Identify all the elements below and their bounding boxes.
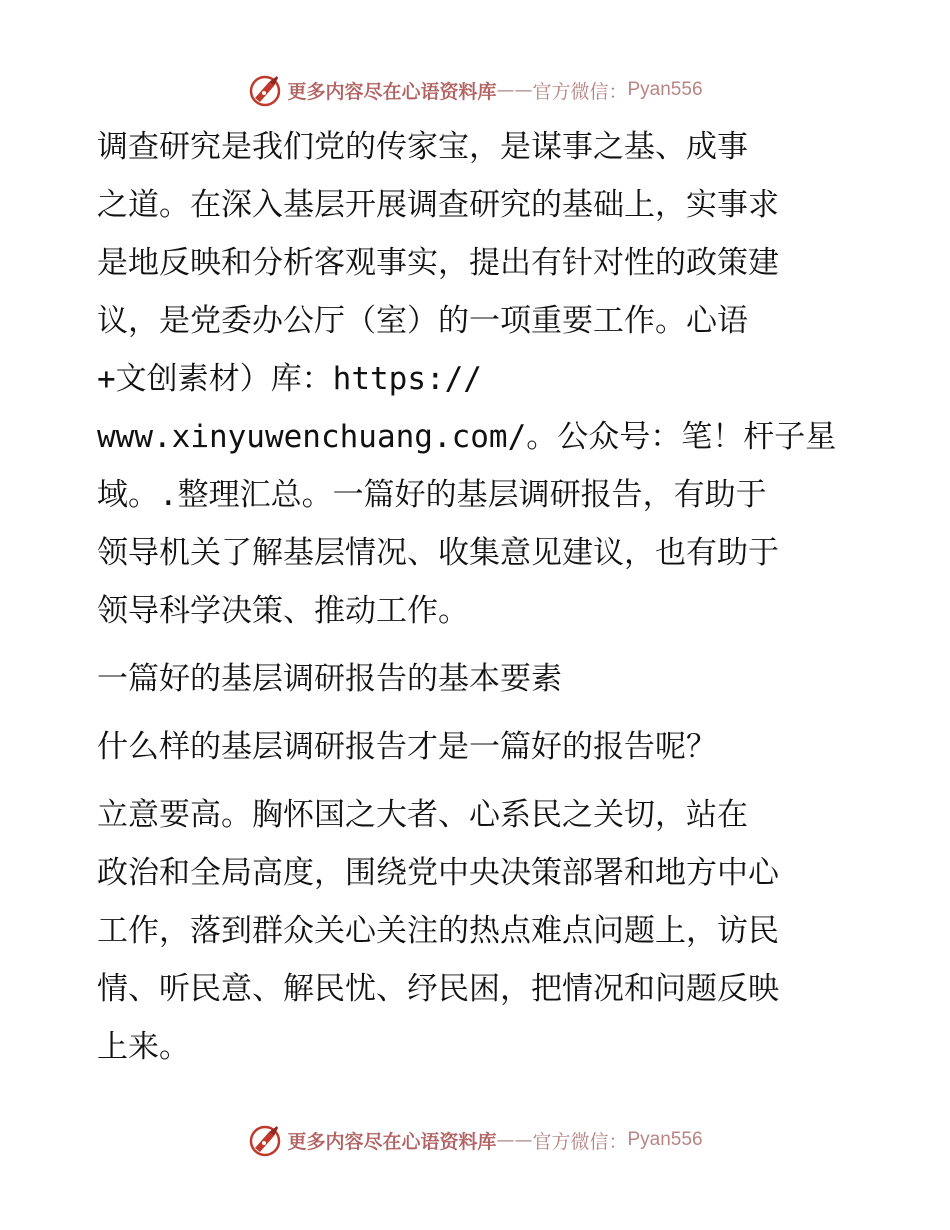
text-line: +文创素材）库：https://: [97, 361, 482, 397]
header-banner: [0, 70, 950, 110]
pen-nib-logo-icon: [247, 72, 283, 108]
text-line: 领导机关了解基层情况、收集意见建议，也有助于: [97, 535, 779, 571]
banner-text: 更多内容尽在心语资料库: [287, 80, 497, 103]
text-line: 之道。在深入基层开展调查研究的基础上，实事求: [97, 187, 779, 223]
paragraph-point-1: [97, 786, 857, 1076]
text-line: 领导科学决策、推动工作。: [97, 593, 469, 629]
banner-wechat-id: Pyan556: [627, 1129, 703, 1150]
text-line: 工作，落到群众关心关注的热点难点问题上，访民: [97, 913, 779, 949]
text-line: 上来。: [97, 1029, 190, 1065]
text-line: 情、听民意、解民忧、纾民困，把情况和问题反映: [97, 971, 779, 1007]
paragraph-intro: [97, 118, 857, 640]
footer-banner: [0, 1120, 950, 1160]
text-line: www.xinyuwenchuang.com/。公众号：笔！杆子星: [97, 419, 837, 455]
banner-wechat-label: 官方微信：: [532, 1130, 628, 1153]
text-line: 域。.整理汇总。一篇好的基层调研报告，有助于: [97, 477, 767, 513]
document-body: [97, 118, 857, 1082]
banner-separator: ——: [496, 1129, 533, 1151]
pen-nib-logo-icon: [247, 1122, 283, 1158]
section-heading: 一篇好的基层调研报告的基本要素: [97, 661, 562, 697]
banner-separator: ——: [496, 79, 533, 101]
text-line: 政治和全局高度，围绕党中央决策部署和地方中心: [97, 855, 779, 891]
banner-text: 更多内容尽在心语资料库: [287, 1130, 497, 1153]
text-line: 议，是党委办公厅（室）的一项重要工作。心语: [97, 303, 748, 339]
banner-wechat-id: Pyan556: [627, 79, 703, 100]
banner-wechat-label: 官方微信：: [532, 80, 628, 103]
text-line: 立意要高。胸怀国之大者、心系民之关切，站在: [97, 797, 748, 833]
text-line: 调查研究是我们党的传家宝，是谋事之基、成事: [97, 129, 748, 165]
section-question: 什么样的基层调研报告才是一篇好的报告呢？: [97, 729, 717, 765]
text-line: 是地反映和分析客观事实，提出有针对性的政策建: [97, 245, 779, 281]
